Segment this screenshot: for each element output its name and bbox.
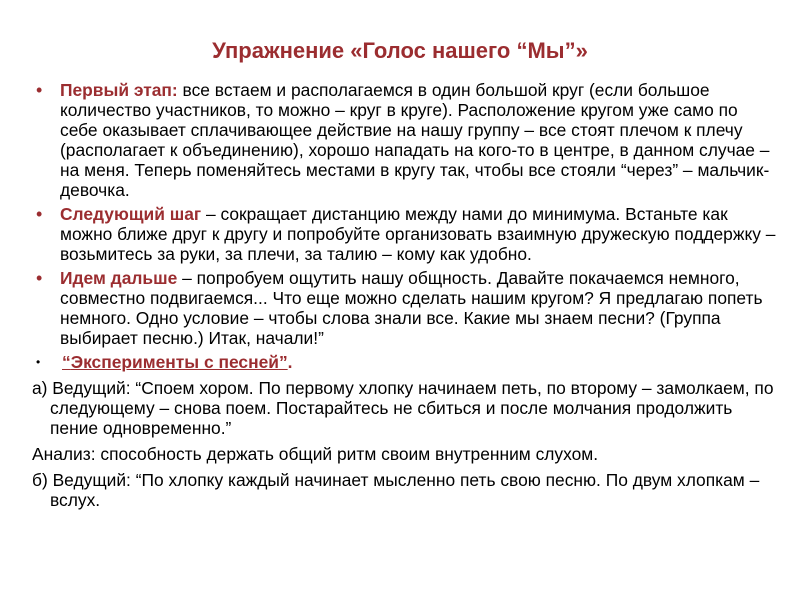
bullet-icon: •	[36, 355, 41, 369]
slide-content	[32, 80, 780, 516]
bullet-text: – попробуем ощутить нашу общность. Давайте покачаемся немного, совместно подвигаемся... Что еще можно сделать нашим кругом? Я предлагаю попеть немного. Одно условие – чтобы слова знали все. Какие мы знаем песни? (Группа выбирает песню.) Итак, начали!”	[60, 268, 763, 348]
bullet-icon: •	[36, 204, 43, 224]
bullet-text: все встаем и располагаемся в один большой круг (если большое количество участников, то можно – круг в круге). Расположение кругом уже само по себе оказывает сплачивающее действие на нашу группу – все стоят плечом к плечу (располагает к объединению), хорошо нападать на кого-то в центре, в данном случае – на меня. Теперь поменяйтесь местами в кругу так, чтобы все стояли “через” – мальчик-девочка.	[60, 80, 770, 200]
slide-title: Упражнение «Голос нашего “Мы”»	[212, 38, 588, 63]
quote-open: “	[62, 352, 71, 372]
paragraph-analysis: Анализ: способность держать общий ритм своим внутренним слухом.	[32, 444, 599, 464]
paragraph-host-b: б) Ведущий: “По хлопку каждый начинает мысленно петь свою песню. По двум хлопкам – вслух.	[32, 470, 760, 510]
bullet-icon: •	[36, 268, 43, 288]
bullet-heading: Следующий шаг	[60, 204, 202, 224]
experiments-link[interactable]	[62, 352, 288, 372]
bullet-heading: Первый этап:	[60, 80, 178, 100]
experiments-label: Эксперименты с песней	[70, 352, 279, 372]
bullet-text: – сокращает дистанцию между нами до минимума. Встаньте как можно ближе друг к другу и попробуйте организовать взаимную дружескую поддержку – возьмитесь за руки, за плечи, за талию – кому как удобно.	[60, 204, 776, 264]
bullet-item-experiments	[32, 352, 780, 372]
bullet-item-go-further	[32, 268, 780, 348]
bullet-heading: Идем дальше	[60, 268, 178, 288]
bullet-icon: •	[36, 80, 43, 100]
paragraph-host-a: а) Ведущий: “Споем хором. По первому хлопку начинаем петь, по второму – замолкаем, по следующему – снова поем. Постарайтесь не сбиться и после молчания продолжить пение одновременно.”	[32, 378, 774, 438]
quote-close: ”	[278, 352, 288, 372]
bullet-item-next-step	[32, 204, 780, 264]
bullet-item-first-stage	[32, 80, 780, 200]
experiments-period: .	[287, 352, 293, 372]
